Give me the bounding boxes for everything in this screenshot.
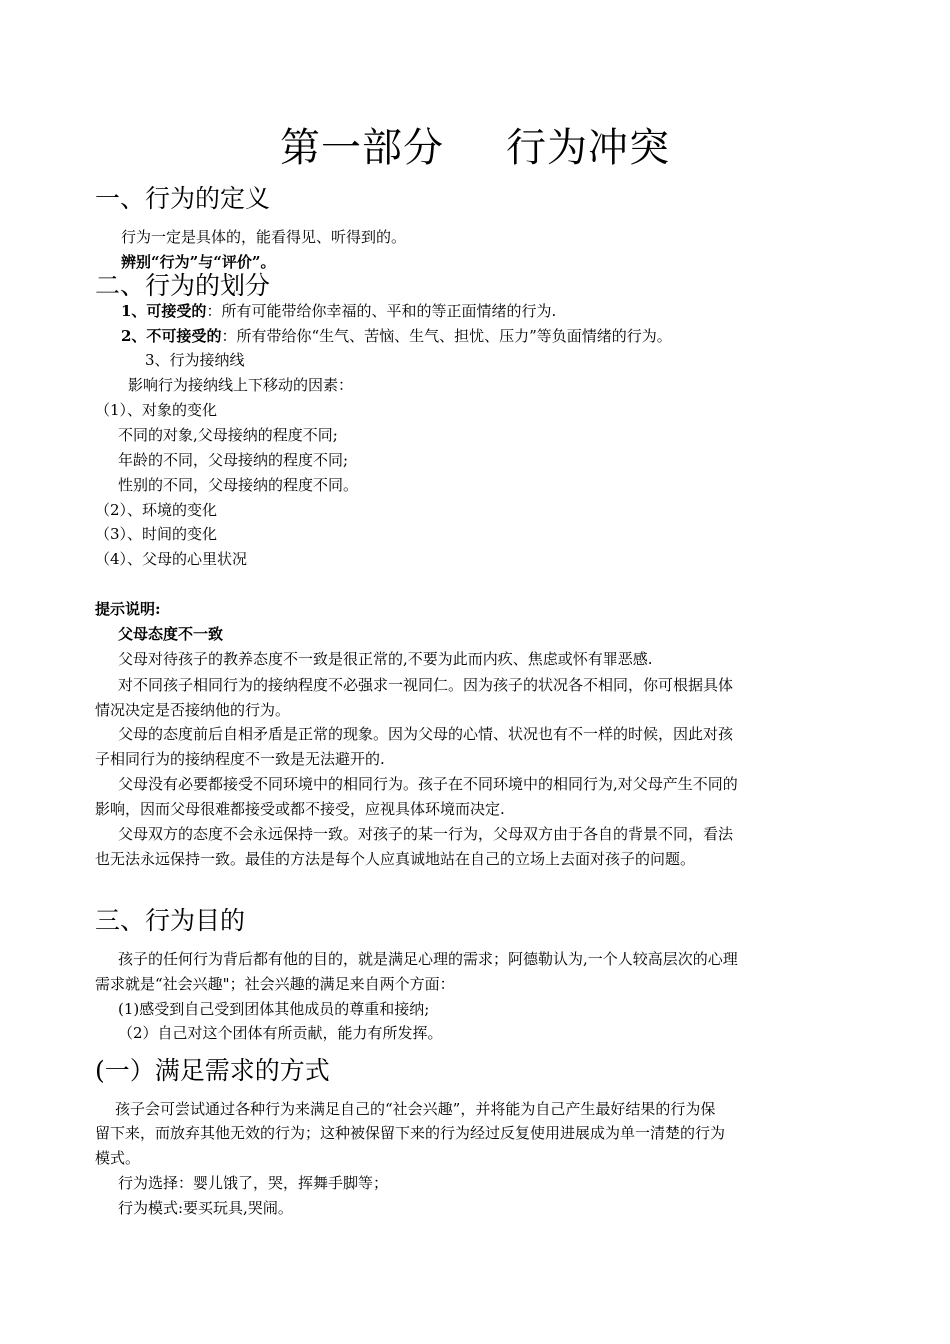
section2-heading: 二、行为的划分	[95, 271, 271, 300]
tips-paragraph-5-line-2: 也无法永远保持一致。最佳的方法是每个人应真诚地站在自己的立场上去面对孩子的问题。	[95, 850, 696, 868]
item-1-text: ：所有可能带给你幸福的、平和的等正面情绪的行为.	[206, 302, 557, 320]
section2-item-2	[121, 324, 672, 348]
item-2-label: 2、不可接受的	[121, 327, 222, 345]
section1-paragraph-1: 行为一定是具体的，能看得见、听得到的。	[121, 228, 407, 246]
section3-paragraph-2: (1)感受到自己受到团体其他成员的尊重和接纳;	[118, 1000, 430, 1018]
item-2-text: ：所有带给你“生气、苦恼、生气、担忧、压力”等负面情绪的行为。	[221, 327, 672, 345]
tips-heading: 提示说明:	[95, 600, 161, 618]
factor-3: （3）、时间的变化	[95, 525, 218, 543]
factor-1: （1）、对象的变化	[95, 401, 218, 419]
tips-paragraph-1: 父母对待孩子的教养态度不一致是很正常的,不要为此而内疚、焦虑或怀有罪恶感.	[118, 650, 653, 668]
tips-subheading: 父母态度不一致	[118, 625, 224, 643]
subsection1-paragraph-2: 行为选择：婴儿饿了，哭，挥舞手脚等；	[118, 1174, 389, 1192]
title-right: 行为冲突	[506, 125, 670, 171]
tips-paragraph-2-line-1: 对不同孩子相同行为的接纳程度不必强求一视同仁。因为孩子的状况各不相同，你可根据具体	[118, 676, 734, 694]
section3-paragraph-1-line-2: 需求就是“社会兴趣"；社会兴趣的满足来自两个方面：	[95, 975, 455, 993]
section1-heading: 一、行为的定义	[95, 184, 271, 213]
title-left: 第一部分	[280, 125, 444, 171]
factor-4: （4）、父母的心里状况	[95, 550, 248, 568]
factor-2: （2）、环境的变化	[95, 501, 218, 519]
factor-1-detail-c: 性别的不同，父母接纳的程度不同。	[118, 476, 359, 494]
item-1-label: 1、可接受的	[121, 302, 207, 320]
factor-1-detail-b: 年龄的不同，父母接纳的程度不同;	[118, 451, 349, 469]
tips-paragraph-4-line-1: 父母没有必要都接受不同环境中的相同行为。孩子在不同环境中的相同行为,对父母产生不同的	[118, 775, 738, 793]
subsection1-heading: (一）满足需求的方式	[95, 1056, 330, 1085]
tips-paragraph-5-line-1: 父母双方的态度不会永远保持一致。对孩子的某一行为，父母双方由于各自的背景不同，看法	[118, 825, 734, 843]
tips-paragraph-4-line-2: 影响，因而父母很难都接受或都不接受，应视具体环境而决定.	[95, 800, 505, 818]
tips-paragraph-3-line-2: 子相同行为的接纳程度不一致是无法避开的.	[95, 750, 385, 768]
section2-item-3: 3、行为接纳线	[145, 351, 245, 369]
factors-intro: 影响行为接纳线上下移动的因素：	[128, 376, 354, 394]
tips-paragraph-2-line-2: 情况决定是否接纳他的行为。	[95, 701, 291, 719]
section3-paragraph-3: （2）自己对这个团体有所贡献，能力有所发挥。	[118, 1024, 443, 1042]
subsection1-paragraph-3: 行为模式:要买玩具,哭闹。	[118, 1199, 293, 1217]
subsection1-paragraph-1-line-3: 模式。	[95, 1149, 141, 1167]
factor-1-detail-a: 不同的对象,父母接纳的程度不同;	[118, 426, 338, 444]
section3-paragraph-1-line-1: 孩子的任何行为背后都有他的目的，就是满足心理的需求；阿德勒认为,一个人较高层次的心理	[118, 950, 738, 968]
section1-paragraph-2: 辨别“行为”与“评价”。	[121, 253, 276, 271]
subsection1-paragraph-1-line-1: 孩子会可尝试通过各种行为来满足自己的“社会兴趣”，并将能为自己产生最好结果的行为保	[115, 1100, 716, 1118]
tips-paragraph-3-line-1: 父母的态度前后自相矛盾是正常的现象。因为父母的心情、状况也有不一样的时候，因此对孩	[118, 725, 734, 743]
page-title	[0, 122, 950, 174]
section2-item-1	[121, 299, 556, 323]
section3-heading: 三、行为目的	[95, 906, 246, 935]
subsection1-paragraph-1-line-2: 留下来，而放弃其他无效的行为；这种被保留下来的行为经过反复使用进展成为单一清楚的行为	[95, 1124, 726, 1142]
